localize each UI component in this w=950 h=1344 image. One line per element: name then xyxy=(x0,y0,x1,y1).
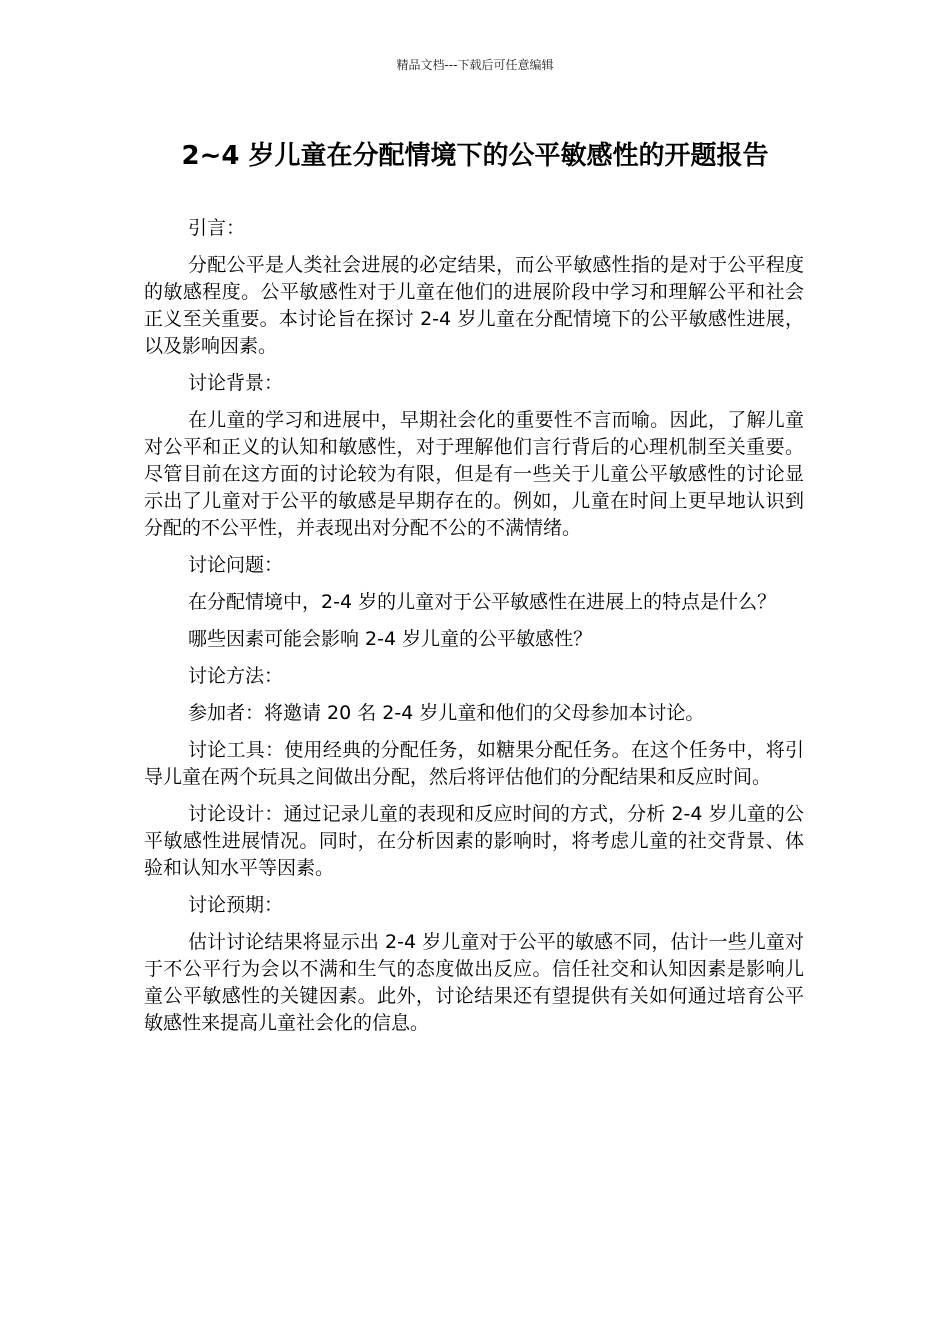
questions-heading: 讨论问题： xyxy=(188,554,284,576)
methods-heading: 讨论方法： xyxy=(188,665,284,687)
background-heading: 讨论背景： xyxy=(188,372,284,394)
expectations-heading: 讨论预期： xyxy=(188,894,284,916)
intro-paragraph: 分配公平是人类社会进展的必定结果，而公平敏感性指的是对于公平程度的敏感程度。公平敏感性对于儿童在他们的进展阶段中学习和理解公平和社会正义至关重要。本讨论旨在探讨 2-4 岁儿童在分配情境下的公平敏感性进展，以及影响因素。 xyxy=(144,254,804,357)
background-paragraph: 在儿童的学习和进展中，早期社会化的重要性不言而喻。因此，了解儿童对公平和正义的认知和敏感性，对于理解他们言行背后的心理机制至关重要。尽管目前在这方面的讨论较为有限，但是有一些关于儿童公平敏感性的讨论显示出了儿童对于公平的敏感是早期存在的。例如，儿童在时间上更早地认识到分配的不公平性，并表现出对分配不公的不满情绪。 xyxy=(144,409,804,539)
expectations-paragraph: 估计讨论结果将显示出 2-4 岁儿童对于公平的敏感不同，估计一些儿童对于不公平行为会以不满和生气的态度做出反应。信任社交和认知因素是影响儿童公平敏感性的关键因素。此外，讨论结果还有望提供有关如何通过培育公平敏感性来提高儿童社会化的信息。 xyxy=(144,931,804,1034)
intro-heading: 引言： xyxy=(188,217,246,239)
document-body xyxy=(144,215,804,1047)
page-header-note: 精品文档---下载后可任意编辑 xyxy=(396,58,554,72)
participants-paragraph: 参加者：将邀请 20 名 2-4 岁儿童和他们的父母参加本讨论。 xyxy=(188,702,705,724)
document-title: 2~4 岁儿童在分配情境下的公平敏感性的开题报告 xyxy=(181,141,769,171)
design-paragraph: 讨论设计：通过记录儿童的表现和反应时间的方式，分析 2-4 岁儿童的公平敏感性进展情况。同时，在分析因素的影响时，将考虑儿童的社交背景、体验和认知水平等因素。 xyxy=(144,803,804,879)
question-2: 哪些因素可能会影响 2-4 岁儿童的公平敏感性？ xyxy=(188,628,593,650)
tools-paragraph: 讨论工具：使用经典的分配任务，如糖果分配任务。在这个任务中，将引导儿童在两个玩具之间做出分配，然后将评估他们的分配结果和反应时间。 xyxy=(144,739,804,788)
question-1: 在分配情境中，2-4 岁的儿童对于公平敏感性在进展上的特点是什么？ xyxy=(188,591,777,613)
